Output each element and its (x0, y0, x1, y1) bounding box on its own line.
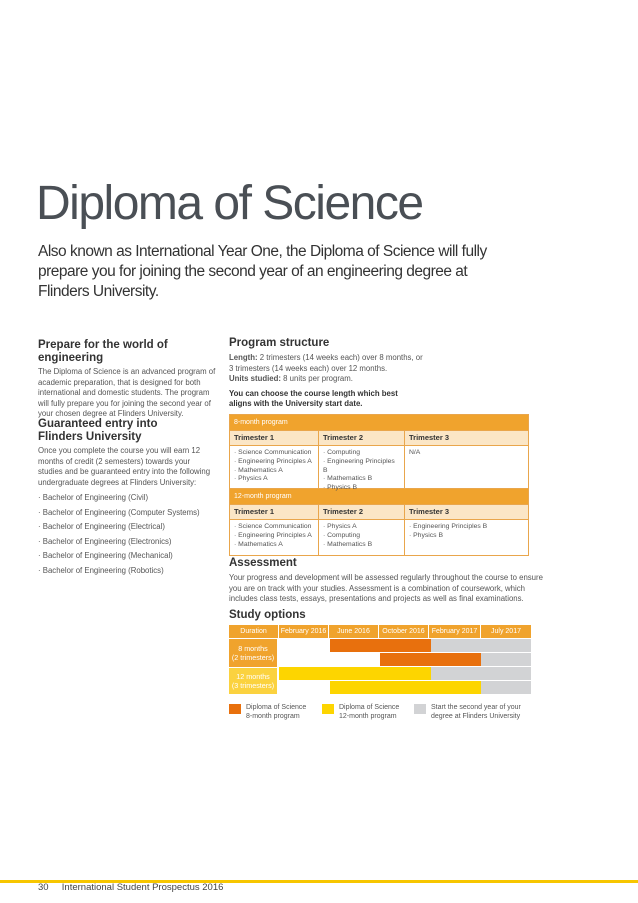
row-label-text: 8 months (238, 644, 268, 653)
legend-text: Start the second year of your (431, 704, 521, 711)
row-label-text: (2 trimesters) (231, 653, 275, 662)
unit-item: · Mathematics B (323, 475, 373, 483)
row-label-8 (229, 644, 277, 662)
footer (38, 882, 223, 893)
unit-item: · Physics A (234, 475, 268, 483)
assessment-section (229, 557, 549, 605)
table-cell (319, 446, 405, 492)
study-col: June 2016 (329, 625, 379, 638)
unit-item: N/A (409, 449, 421, 456)
legend-text: Diploma of Science (339, 704, 400, 711)
guaranteed-heading-line1: Guaranteed entry into (38, 418, 158, 430)
bar-12-jun-start (330, 681, 481, 694)
bar-8-feb-start (330, 639, 431, 652)
study-col: October 2016 (379, 625, 429, 638)
degree-item: · Bachelor of Engineering (Robotics) (38, 565, 164, 575)
guaranteed-heading-line2: Flinders University (38, 431, 142, 443)
header-cell: Trimester 2 (319, 431, 405, 445)
legend-item (431, 703, 521, 721)
degree-item: · Bachelor of Engineering (Civil) (38, 493, 149, 502)
program-section (229, 337, 429, 410)
bar-12-feb-start (279, 667, 431, 680)
study-col: July 2017 (491, 628, 521, 635)
degree-item: · Bachelor of Engineering (Electrical) (38, 522, 165, 531)
unit-item: · Mathematics A (234, 540, 283, 548)
table-cell (230, 520, 319, 555)
prepare-text: The Diploma of Science is an advanced program of academic preparation, that is designed for both international and domestic students. The program will fully prepare you for joining the second year of your chosen degree at Flinders University. (38, 367, 216, 418)
table-body-row (230, 519, 528, 555)
program-table (229, 414, 529, 556)
units-label: Units studied: (229, 374, 281, 383)
prepare-section (38, 339, 216, 420)
unit-item: · Physics A (323, 523, 357, 530)
table-cell (405, 520, 526, 555)
study-col: February 2017 (429, 625, 481, 638)
legend-swatch-grey (414, 704, 426, 714)
study-col: February 2016 (279, 625, 329, 638)
units-text: 8 units per program. (283, 374, 353, 383)
bar-8-jun-grey (481, 653, 531, 666)
footer-text: International Student Prospectus 2016 (61, 882, 224, 893)
row-label-text: (3 trimesters) (231, 681, 275, 690)
legend-item (339, 703, 399, 721)
unit-item: · Mathematics A (234, 466, 283, 474)
unit-item: · Engineering Principles B (323, 457, 395, 474)
guaranteed-text: Once you complete the course you will earn 12 months of credit (2 semesters) towards your studies and be guaranteed entry into the following undergraduate degrees at Flinders University: (38, 446, 211, 487)
header-cell: Trimester 1 (230, 431, 319, 445)
legend-text: degree at Flinders University (431, 713, 521, 720)
legend-swatch-yellow (322, 704, 334, 714)
unit-item: · Computing (323, 531, 361, 539)
page-number: 30 (38, 882, 49, 893)
unit-item: · Physics B (409, 531, 443, 539)
length-label: Length: (229, 353, 258, 362)
choose-text: You can choose the course length which best aligns with the University start date. (229, 388, 398, 408)
study-header-row (229, 625, 531, 638)
bar-8-jun-start (380, 653, 481, 666)
unit-item: · Physics B (323, 484, 357, 492)
legend-text: 12-month program (339, 713, 397, 720)
table-cell (230, 446, 319, 488)
unit-item: · Engineering Principles B (409, 523, 488, 530)
table-body-row (230, 445, 528, 492)
unit-item: · Computing (323, 449, 361, 456)
program-length (229, 353, 429, 374)
header-cell: Trimester 3 (409, 507, 450, 516)
bar-12-feb-grey (431, 667, 531, 680)
unit-item: · Science Communication (234, 449, 312, 456)
header-cell: Trimester 1 (230, 505, 319, 519)
row-label-12 (229, 672, 277, 690)
unit-item: · Engineering Principles A (234, 531, 312, 539)
header-cell: Trimester 2 (319, 505, 405, 519)
unit-item: · Engineering Principles A (234, 457, 312, 465)
row-label-text: 12 months (236, 672, 270, 681)
prepare-heading: Prepare for the world of engineering (38, 339, 168, 364)
study-col: Duration (229, 625, 279, 638)
table-header-row (230, 430, 528, 445)
guaranteed-section (38, 418, 216, 580)
legend-text: 8-month program (246, 713, 300, 720)
legend-swatch-orange (229, 704, 241, 714)
program-units (229, 374, 429, 385)
header-cell: Trimester 3 (409, 433, 450, 442)
table-cell (319, 520, 405, 555)
table-band-12: 12-month program (230, 488, 528, 504)
degree-item: · Bachelor of Engineering (Electronics) (38, 536, 172, 546)
study-heading: Study options (229, 609, 306, 621)
bar-8-feb-grey (431, 639, 531, 652)
legend-text: Diploma of Science (246, 704, 307, 711)
degree-item: · Bachelor of Engineering (Computer Systems) (38, 507, 200, 517)
page-subtitle: Also known as International Year One, the Diploma of Science will fully prepare you for joining the second year of an engineering degree at Flinders University. (38, 243, 487, 300)
table-header-row (230, 504, 528, 519)
page-title: Diploma of Science (36, 177, 423, 230)
bar-12-jun-grey (481, 681, 531, 694)
assessment-text: Your progress and development will be assessed regularly throughout the course to ensure you are on track with your studies. Assessment is a combination of coursework, which includes class tests, essays, presentations and projects as well as final examinations. (229, 573, 543, 603)
legend-item (246, 703, 306, 721)
program-heading: Program structure (229, 337, 330, 349)
unit-item: · Science Communication (234, 523, 312, 530)
assessment-heading: Assessment (229, 557, 297, 569)
table-cell (405, 446, 526, 488)
unit-item: · Mathematics B (323, 540, 373, 548)
table-band-8: 8-month program (230, 415, 528, 430)
length-text: 2 trimesters (14 weeks each) over 8 months, or 3 trimesters (14 weeks each) over 12 months. (229, 353, 423, 373)
degree-item: · Bachelor of Engineering (Mechanical) (38, 551, 173, 560)
